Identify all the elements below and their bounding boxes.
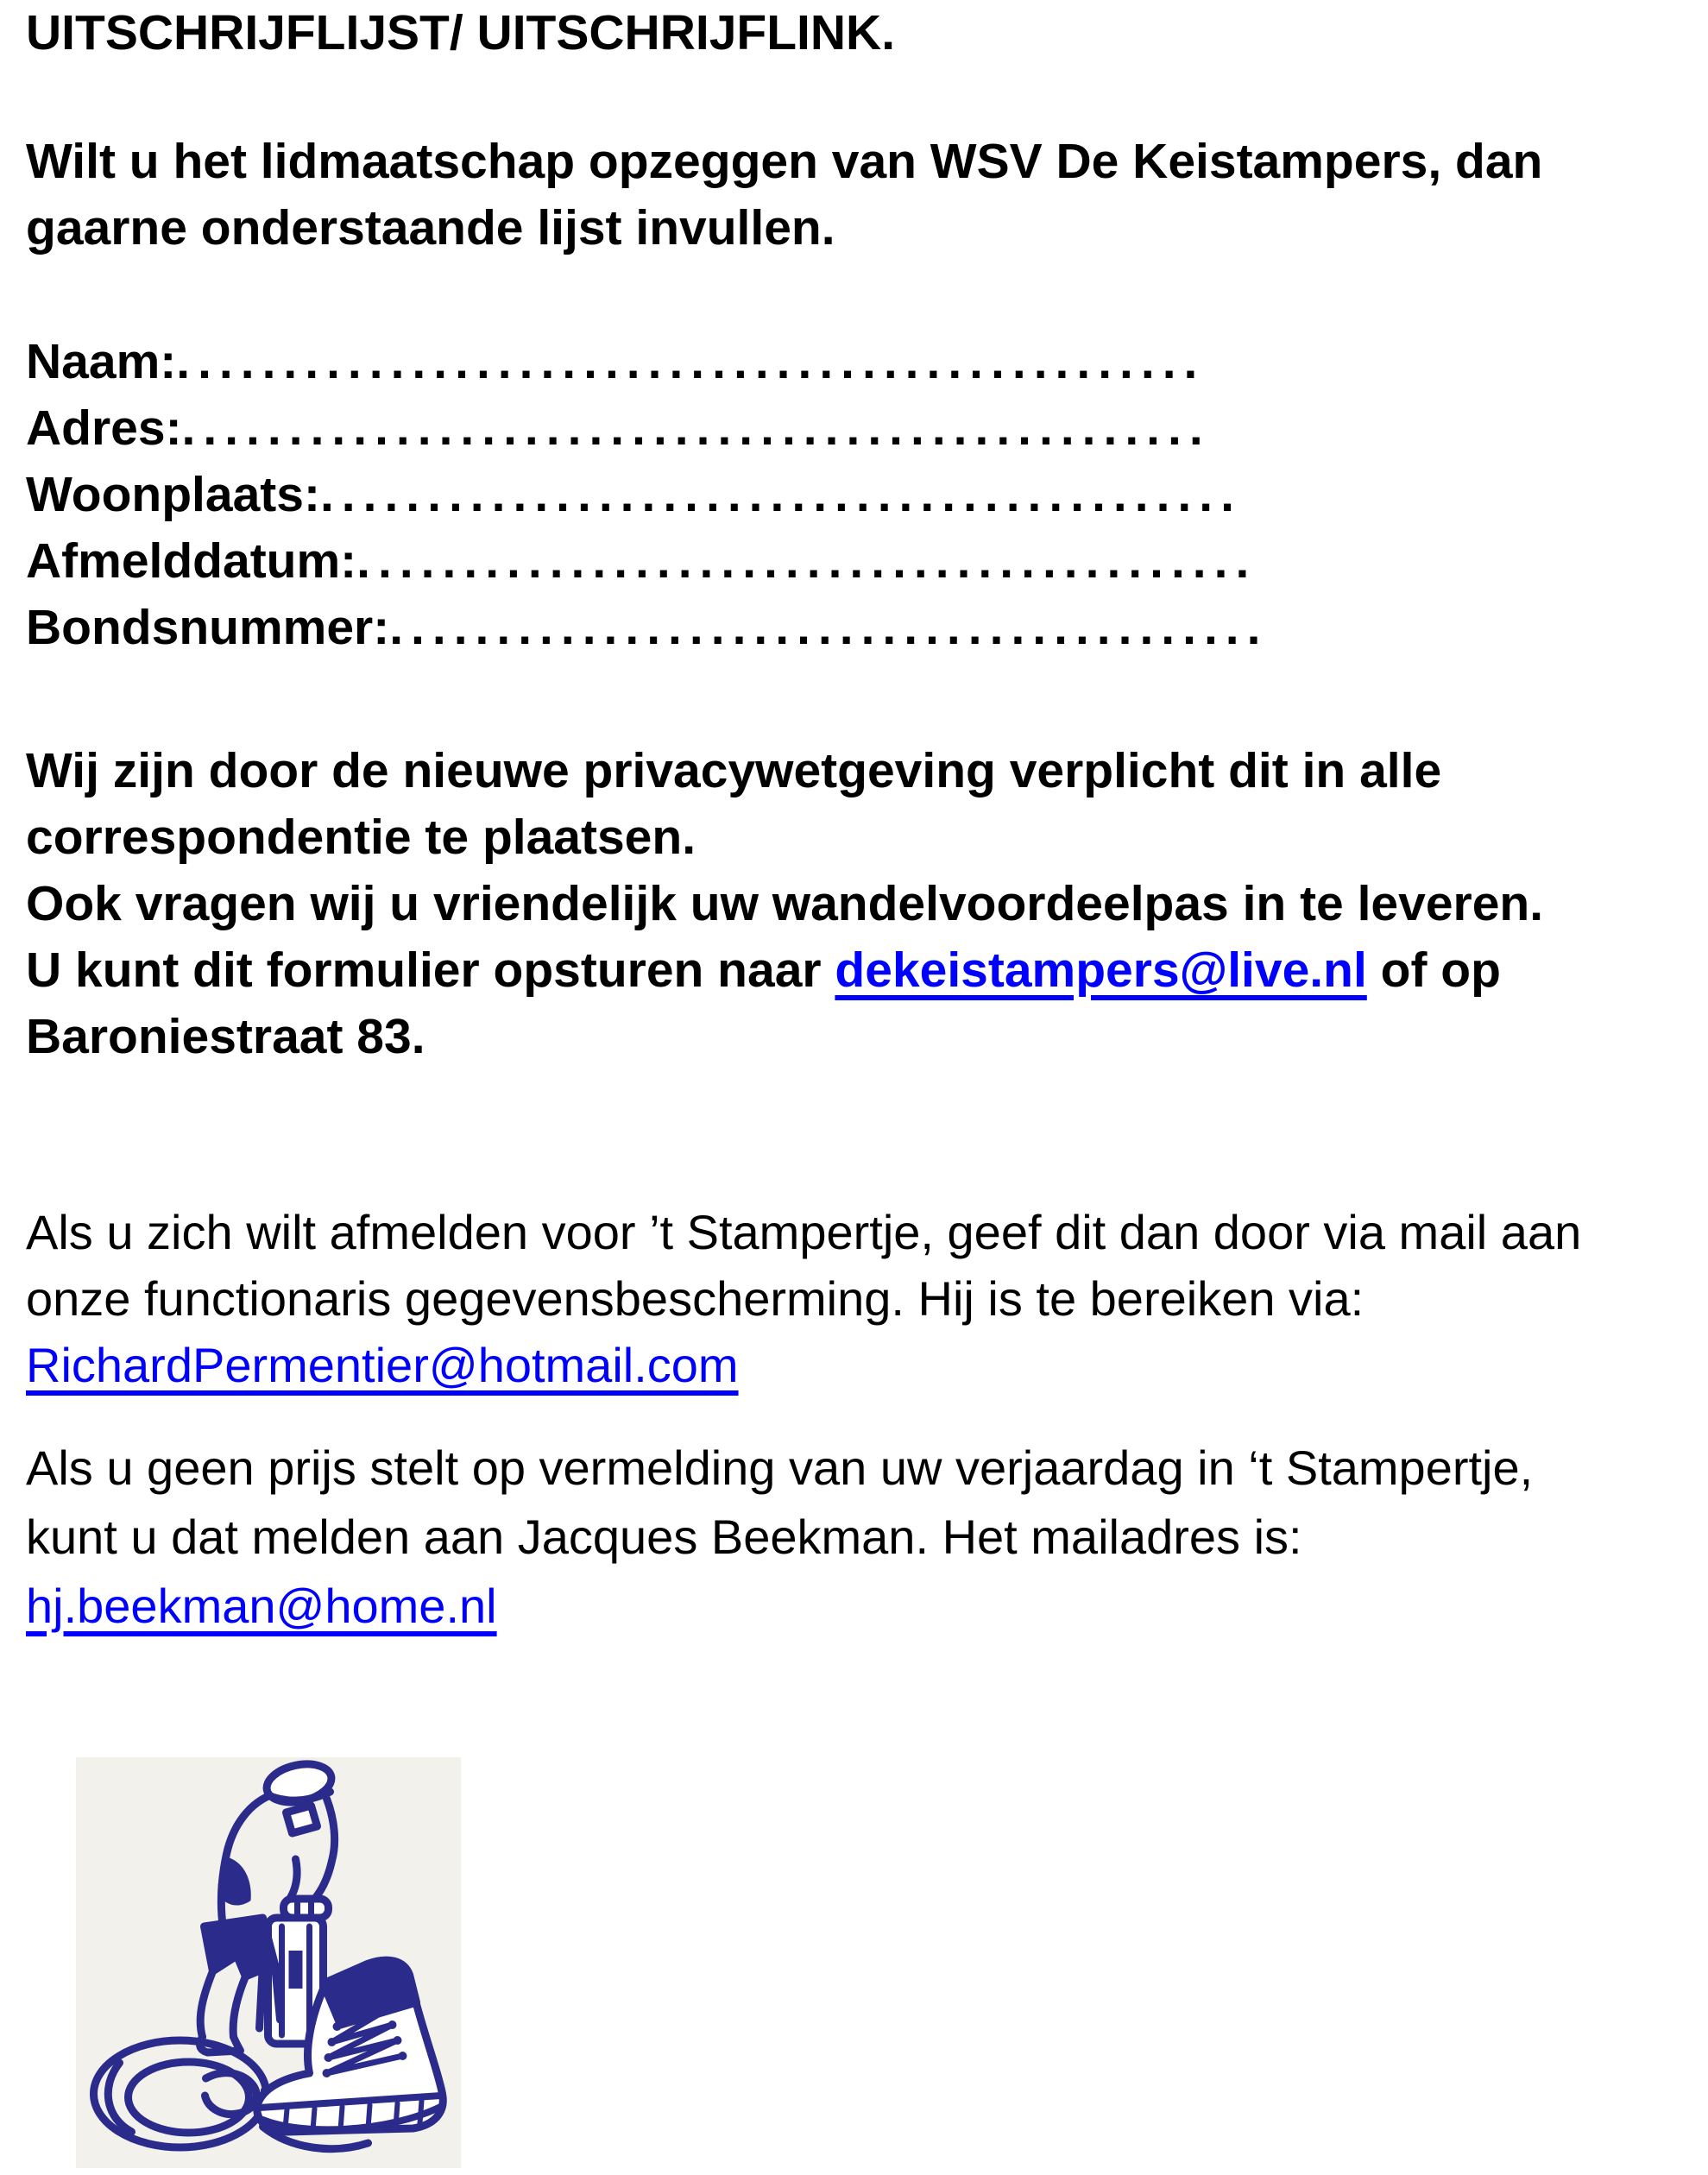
privacy-line-2: correspondentie te plaatsen. bbox=[26, 810, 696, 865]
permentier-email-link[interactable]: RichardPermentier@hotmail.com bbox=[26, 1338, 739, 1392]
form-label-bondsnummer: Bondsnummer: bbox=[26, 600, 390, 655]
intro-line-2: gaarne onderstaande lijst invullen. bbox=[26, 200, 835, 255]
verjaardag-paragraph bbox=[26, 1434, 1533, 1641]
privacy-line-4 bbox=[26, 937, 1543, 1004]
stampertje-unsubscribe-paragraph bbox=[26, 1199, 1581, 1398]
form-line-adres bbox=[26, 395, 1268, 462]
figure-collar bbox=[287, 1806, 318, 1833]
form-label-woonplaats: Woonplaats: bbox=[26, 467, 320, 522]
form-label-naam: Naam: bbox=[26, 334, 177, 389]
privacy-line-5: Baroniestraat 83. bbox=[26, 1009, 425, 1064]
form-line-woonplaats bbox=[26, 462, 1268, 528]
form-dots-naam: ................................................ bbox=[176, 334, 1206, 389]
verjaardag-line-2: kunt u dat melden aan Jacques Beekman. Het mailadres is: bbox=[26, 1510, 1302, 1564]
form-line-bondsnummer bbox=[26, 595, 1268, 661]
privacy-line-3: Ook vragen wij u vriendelijk uw wandelvoordeelpas in te leveren. bbox=[26, 876, 1544, 931]
figure-hands bbox=[284, 1899, 329, 1918]
figure-inner-arm bbox=[289, 1859, 298, 1901]
form-dots-afmelddatum: .......................................... bbox=[356, 533, 1257, 589]
verjaardag-line-1: Als u geen prijs stelt op vermelding van uw verjaardag in ‘t Stampertje, bbox=[26, 1441, 1534, 1495]
keistampers-logo bbox=[76, 1757, 461, 2168]
form-label-afmelddatum: Afmelddatum: bbox=[26, 533, 357, 589]
send-to-text-after: of op bbox=[1366, 942, 1501, 998]
beekman-email-link[interactable]: hj.beekman@home.nl bbox=[26, 1579, 497, 1633]
form-dots-woonplaats: ........................................... bbox=[319, 467, 1242, 522]
form-label-adres: Adres: bbox=[26, 400, 182, 456]
verjaardag-line-3 bbox=[26, 1572, 1533, 1641]
form-line-naam bbox=[26, 329, 1268, 395]
figure-front bbox=[315, 1799, 335, 1899]
form-dots-adres: ................................................ bbox=[181, 400, 1211, 456]
stampertje-line-3 bbox=[26, 1332, 1581, 1398]
form-dots-bondsnummer: ......................................... bbox=[389, 600, 1269, 655]
intro-paragraph bbox=[26, 129, 1542, 262]
stampertje-line-2: onze functionaris gegevensbescherming. Hij is te bereiken via: bbox=[26, 1271, 1365, 1326]
privacy-paragraph bbox=[26, 738, 1543, 1070]
form-line-afmelddatum bbox=[26, 528, 1268, 595]
intro-line-1: Wilt u het lidmaatschap opzeggen van WSV De Keistampers, dan bbox=[26, 134, 1543, 189]
stampertje-line-1: Als u zich wilt afmelden voor ’t Stampertje, geef dit dan door via mail aan bbox=[26, 1205, 1582, 1259]
keistampers-email-link[interactable]: dekeistampers@live.nl bbox=[835, 942, 1367, 998]
title-text: UITSCHRIJFLIJST/ UITSCHRIJFLINK. bbox=[26, 5, 896, 60]
figure-left-leg bbox=[200, 1971, 245, 2037]
privacy-line-1: Wij zijn door de nieuwe privacywetgeving verplicht dit in alle bbox=[26, 743, 1442, 798]
stamper-block-mark bbox=[289, 1951, 303, 1989]
keistampers-logo-drawing bbox=[76, 1757, 461, 2168]
send-to-text-before: U kunt dit formulier opsturen naar bbox=[26, 942, 835, 998]
unsubscribe-form bbox=[26, 329, 1268, 661]
page-title bbox=[26, 0, 895, 66]
